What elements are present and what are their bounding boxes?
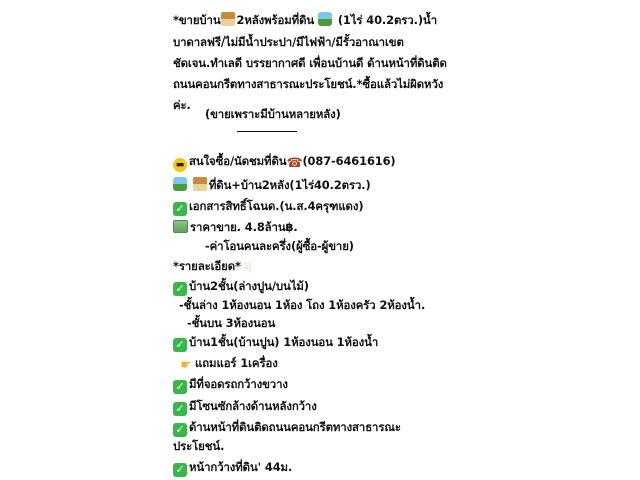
post-text: ราคาขาย. 4.8ล้าน฿.: [190, 220, 298, 234]
post-line: ค่ะ.: [173, 98, 191, 112]
pointing-down-icon: [241, 262, 255, 276]
post-text: สนใจซื้อ/นัดชมที่ดิน: [189, 154, 287, 168]
post-text: เอกสารสิทธิ์โฉนด.(น.ส.4ครุฑแดง): [189, 199, 364, 213]
post-line: -ชั้นบน 3ห้องนอน: [187, 316, 276, 330]
green-check-icon: [173, 338, 187, 352]
post-line: -ค่าโอนคนละครึ่ง(ผู้ซื้อ-ผู้ขาย): [205, 239, 354, 253]
post-line: ชัดเจน.ทำเลดี บรรยากาศดี เพื่อนบ้านดี ด้านหน้าที่ดินติด: [173, 56, 447, 70]
post-line-house2: [173, 278, 309, 296]
green-check-icon: [173, 282, 187, 296]
phone-number[interactable]: (087-6461616): [302, 154, 396, 168]
post-card: [165, 0, 475, 480]
post-line-deed: [173, 198, 363, 216]
post-text: *รายละเอียด*: [173, 259, 241, 273]
post-line: ประโยชน์.: [173, 439, 225, 453]
green-check-icon: [173, 202, 187, 216]
post-line-details-heading: [173, 258, 257, 276]
post-line: บาดาลฟรี/ไม่มีน้ำประปา/มีไฟฟ้า/มีรั้วอาณาเขต: [173, 35, 404, 49]
post-line: ถนนคอนกรีตทางสาธารณะประโยชน์.*ซื้อแล้วไม่ผิดหวัง: [173, 77, 444, 91]
post-line: -ชั้นล่าง 1ห้องนอน 1ห้อง โถง 1ห้องครัว 2ห้องน้ำ.: [179, 298, 426, 312]
post-text: แถมแอร์ 1เครื่อง: [195, 356, 278, 370]
pointing-hand-icon: [179, 359, 193, 373]
landscape-icon: [318, 12, 332, 26]
money-icon: [173, 220, 188, 233]
post-line-laundry: [173, 398, 317, 416]
post-line-frontage: [173, 459, 292, 477]
green-check-icon: [173, 380, 187, 394]
post-line-parking: [173, 376, 288, 394]
house-icon: [193, 177, 207, 191]
post-text: หน้ากว้างที่ดิน' 44ม.: [189, 460, 293, 474]
post-text: บ้าน2ชั้น(ล่างปูน/บนไม้): [189, 279, 309, 293]
sunglasses-face-icon: [173, 158, 187, 172]
green-check-icon: [173, 423, 187, 437]
post-line-price: [173, 219, 298, 235]
green-check-icon: [173, 463, 187, 477]
house-icon: [221, 12, 235, 26]
telephone-icon: [286, 157, 300, 171]
post-line-land: [173, 177, 371, 193]
post-text: ด้านหน้าที่ดินติดถนนคอนกรีตทางสาธารณะ: [189, 420, 401, 434]
post-text: 2หลังพร้อมที่ดิน: [236, 13, 315, 27]
post-line-aircon: [179, 355, 278, 373]
post-line: (ขายเพราะมีบ้านหลายหลัง): [205, 107, 341, 121]
post-text: (1ไร่ 40.2ตรว.)น้ำ: [337, 13, 438, 27]
landscape-icon: [173, 177, 187, 191]
green-check-icon: [173, 402, 187, 416]
post-text: บ้าน1ชั้น(บ้านปูน) 1ห้องนอน 1ห้องน้ำ: [189, 335, 379, 349]
post-text: มีที่จอดรถกว้างขวาง: [189, 377, 288, 391]
divider: [237, 131, 297, 132]
post-text: ที่ดิน+บ้าน2หลัง(1ไร่40.2ตรว.): [208, 178, 371, 192]
post-text: *ขายบ้าน: [173, 13, 221, 27]
post-text: มีโซนซักล้างด้านหลังกว้าง: [189, 399, 317, 413]
post-line-house1: [173, 334, 378, 352]
post-line-contact: [173, 153, 396, 172]
post-line-title: [173, 12, 437, 28]
post-line-road: [173, 419, 401, 437]
